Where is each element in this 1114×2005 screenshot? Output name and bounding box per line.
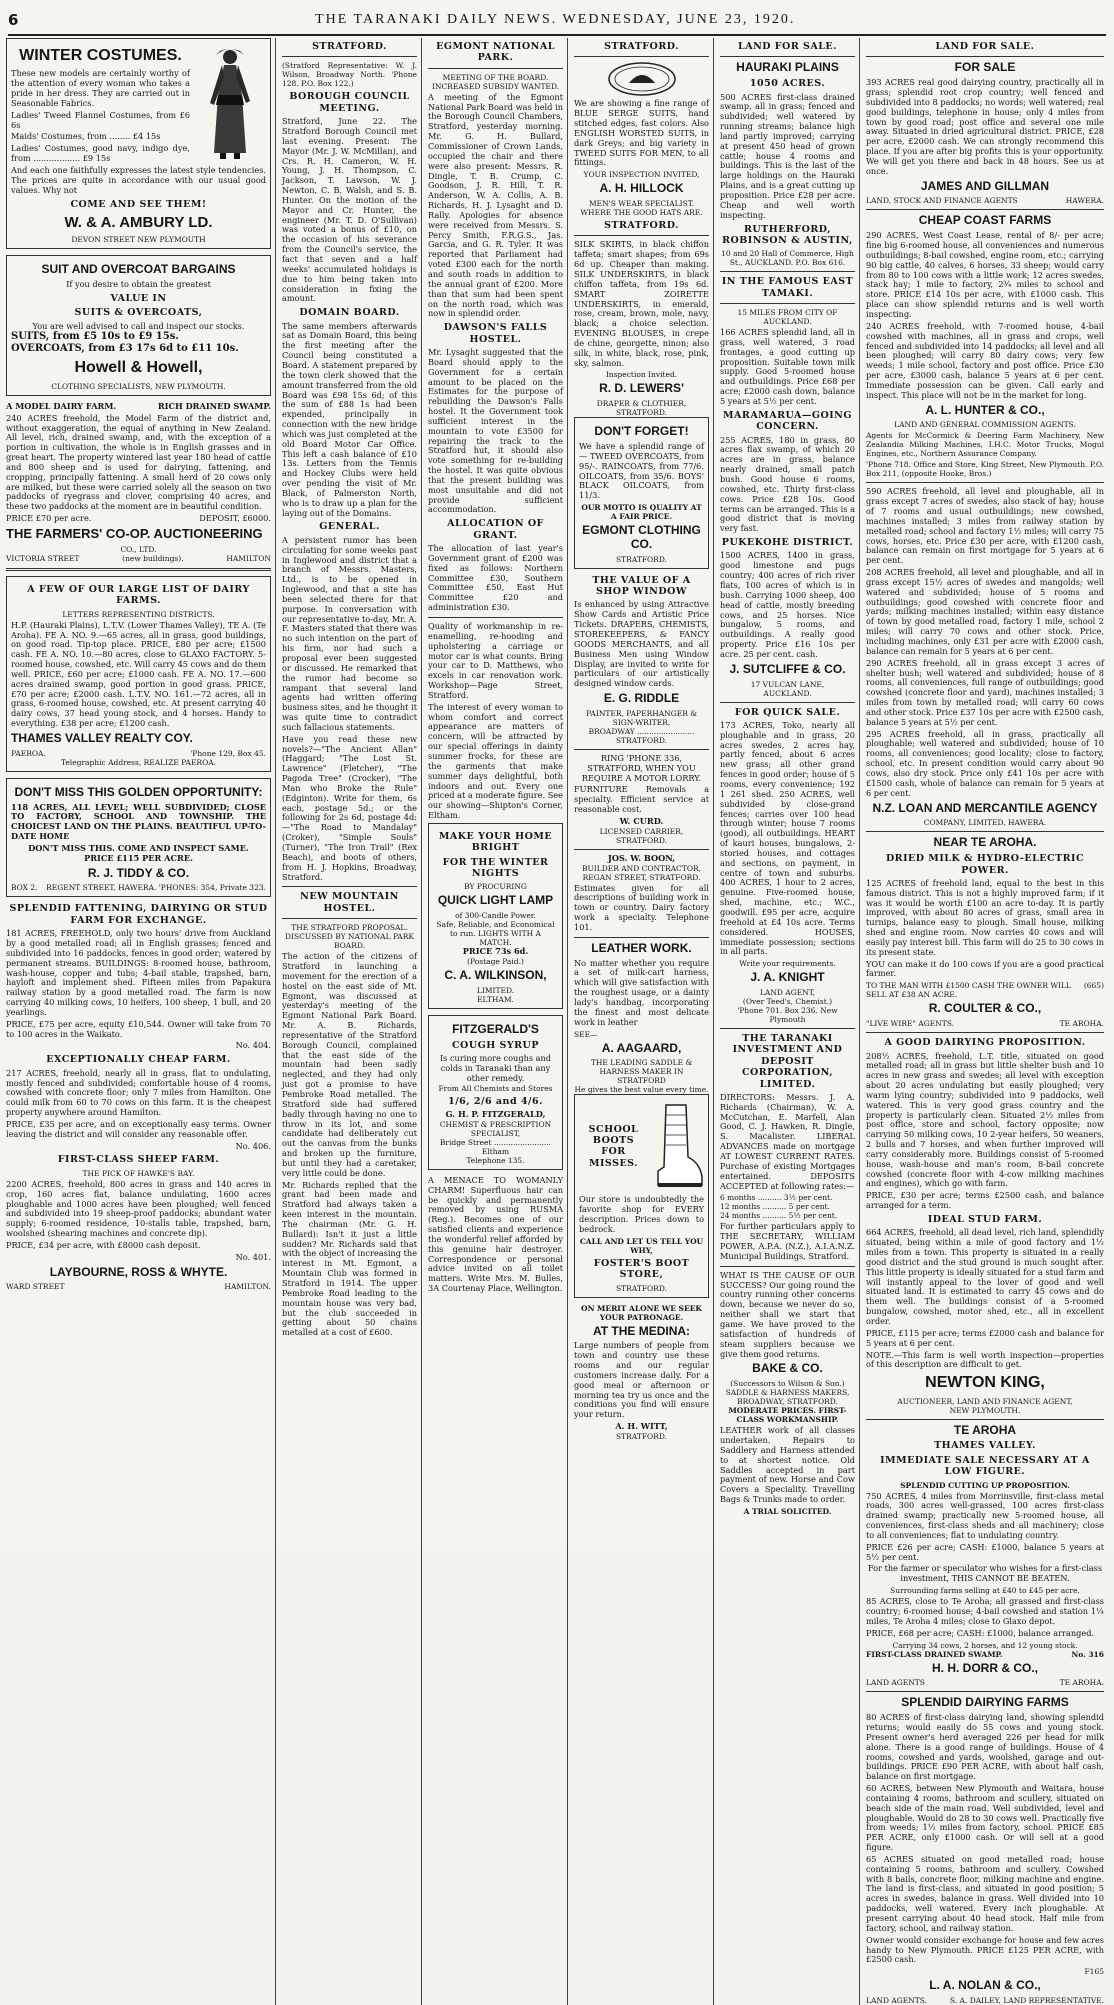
maramarua-text: 255 ACRES, 180 in grass, 80 acres flax swamp, of which 20 acres are in grass, balance nearly drained, small patch bush. Good house 6 rooms, cowshed, etc. Thirty first-class cows. Price £28 10s. Good terms can be arranged. This is a good district that is moving very fast. bbox=[720, 434, 855, 534]
fitzgerald-text: Is curing more coughs and colds in Taranaki than any other remedy. bbox=[439, 1053, 552, 1083]
farmers-bldg: (new buildings). bbox=[122, 553, 184, 563]
coast-1: 290 ACRES, West Coast Lease, rental of 8/- per acre; fine big 6-roomed house, all conveniences and numerous outbuildings; 8-bail cowshed, engine room, etc.; carrying 90 big cattle, 40 calves, 6 horses, 33 sheep; would carry from 80 to 100 cows with a little work; 12 acres swedes, stack hay; 1 mile to factory, 2¾ miles to school and store. PRICE £14 10s per acre, with £1000 cash. This place can show splendid returns and is well worth inspecting. bbox=[866, 230, 1104, 319]
splendid-dairy-3: 65 ACRES situated on good metalled road; house containing 5 rooms, bathroom and scullery. Cowshed with 8 bails, concrete floor, milking machine and engine. The land is first-class, and situated in good position; 5 acres in swedes, balance in grass. Well divided into 10 paddocks, well watered. Every inch ploughable. At present carrying about 40 head stock. Half mile from factory, school, and railway station. bbox=[866, 1853, 1104, 1933]
shop-window-heading: THE VALUE OF A SHOP WINDOW bbox=[592, 574, 691, 598]
knight-firm: J. A. KNIGHT bbox=[750, 970, 825, 985]
aagaard-sub: THE LEADING SADDLE & HARNESS MAKER IN STRATFORD bbox=[590, 1058, 693, 1086]
farmers-town: HAMILTON bbox=[226, 553, 271, 563]
egmont-clothing-town: STRATFORD. bbox=[616, 554, 667, 564]
boon-sub: BUILDER AND CONTRACTOR, bbox=[581, 863, 702, 873]
te-aroha-sub-3: SPLENDID CUTTING UP PROPOSITION. bbox=[900, 1480, 1070, 1490]
stratford-rep: (Stratford Representative: W. J. Wilson, Broadway North. 'Phone 128. P.O. Box 122.) bbox=[282, 61, 417, 89]
column-1 bbox=[6, 38, 276, 2005]
hillock-intro: We are showing a fine range of BLUE SERGE SUITS, hand stitched edges, fast colors. Also ENGLISH WORSTED SUITS, in dark Greys; and big variety in TWEED SUITS FOR MEN, to all fittings. bbox=[574, 98, 709, 168]
suit-line-3: SUITS & OVERCOATS, bbox=[74, 307, 203, 319]
ambury-address: DEVON STREET NEW PLYMOUTH bbox=[71, 235, 206, 245]
good-dairying-text: 208½ ACRES, freehold, L.T. title, situated on good metalled road; all in grass but little shelter bush and 10 acres in new grass and swedes; all level with exception about 20 acres undulating but easily ploughed; very warm lying country; subdivided into 9 paddocks, well watered. This is very good grass country and the property is particularly clean. Situated 2½ miles from post office, store and school, factory opposite; now carrying 50 milking cows, 10 2-year heifers, 50 weaners, 2 bulls and 7 horses, and when further improved will carry considerably more. Buildings consist of 5-roomed house, wash-house and man's room, 8-bail concrete cowshed (concrete floor with 4-cow milking machines and engines), which go with farm. bbox=[866, 1050, 1104, 1189]
quality-text: Quality of workmanship in re-enamelling, re-hooding and upholstering a carriage or motor car is what counts. Bring your car to D. Matthews, who excels in car renovation work. Workshop—Page Street, Stratford. bbox=[428, 621, 563, 700]
lewers-text: SILK SKIRTS, in black chiffon taffeta; smart shapes; from 69s 6d up. Cheaper than making. SILK UNDERSKIRTS, in black chiffon taffeta, from 19s 6d. SMART ZOIRETTE UNDERSKIRTS, in emerald, rose, cream, brown, mole, navy, black; a choice selection. EVENING BLOUSES, in crepe de chine, georgette, ninon; also silk, in white, black, rose, pink, sky, salmon. bbox=[574, 239, 709, 368]
wilkinson-firm: C. A. WILKINSON, bbox=[444, 968, 547, 983]
lamp-heading-1: MAKE YOUR HOME BRIGHT bbox=[438, 830, 553, 854]
te-aroha-sub: THAMES VALLEY. bbox=[934, 1440, 1036, 1452]
farmers-coop-address bbox=[6, 554, 271, 563]
woman-figure-illustration bbox=[196, 43, 266, 161]
frocks-text: The interest of every woman to whom comfort and correct appearance are matters of concern, will be attracted by our special offerings in dainty summer frocks, for these are the garments that make summer days delightful, both indoors and out. Every one priced at a moderate figure. See our showing—Shipton's Corner, Eltham. bbox=[428, 701, 563, 821]
lamp-price: PRICE 73s 6d. bbox=[462, 946, 529, 957]
fitzgerald-from: From All Chemists and Stores bbox=[438, 1083, 553, 1093]
nolan-sub: LAND AGENTS. bbox=[866, 1996, 928, 2005]
leather-see: SEE— bbox=[574, 1029, 598, 1039]
splendid-dairy-number: F165 bbox=[1084, 1967, 1104, 1977]
coast-2: 240 ACRES freehold, with 7-roomed house, 4-bail cowshed with machines, all in grass and crops, well fenced and subdivided into 14 paddocks; all level and all been ploughed; will carry 80 dairy cows; very few weeds; 1 mile school, factory and post office. Price £30 per acre, £3000 cash, balance 5 years at 6 per cent. Immediate possession can be given. Call early and inspect. This place will not be in the market for long. bbox=[866, 320, 1104, 400]
overcoats-price: OVERCOATS, from £3 17s 6d to £11 10s. bbox=[11, 343, 239, 355]
golden-price: PRICE £115 PER ACRE. bbox=[84, 852, 193, 863]
grant-heading: ALLOCATION OF GRANT. bbox=[447, 518, 544, 541]
hillock-sub: MEN'S WEAR SPECIALIST. bbox=[588, 199, 695, 209]
hostel-sub: THE STRATFORD PROPOSAL. bbox=[291, 923, 408, 933]
model-dairy-price: PRICE £70 per acre. bbox=[6, 513, 92, 524]
laybourne-street: WARD STREET bbox=[6, 1282, 65, 1292]
laybourne-town: HAMILTON. bbox=[224, 1282, 271, 1292]
hunter-phone: 'Phone 718. Office and Store, King Street, New Plymouth. P.O. Box 211, (opposite Hooke, Bros.) bbox=[866, 460, 1104, 479]
hunter-firm: A. L. HUNTER & CO., bbox=[925, 402, 1045, 417]
fitzgerald-address: Bridge Street ........................ Eltham bbox=[439, 1137, 552, 1156]
forsale-heading: FOR SALE bbox=[954, 60, 1016, 75]
lewers-invite: Inspection Invited. bbox=[605, 370, 678, 380]
aroha-sub: DRIED MILK & HYDRO-ELECTRIC POWER. bbox=[885, 853, 1085, 876]
fitzgerald-ad bbox=[428, 1015, 563, 1170]
james-gillman-row bbox=[866, 196, 1104, 205]
lamp-heading-3: BY PROCURING bbox=[464, 882, 527, 892]
general-text: A persistent rumor has been circulating for some weeks past in Inglewood and district that a branch of Messrs. Masters, Ltd., is to be opened in Inglewood, and that a site has been selected there for that purpose. In conversation with our representative to-day, Mr. A. F. Masters stated that there was no such intention on the part of his firm, nor had such a proposal ever been suggested or discussed. He remarked that the rumor had become so rampant that several land agents had written offering business sites, and he thought it was quite time to contradict such fallacious statements. bbox=[282, 534, 417, 732]
hillock-tag: WHERE THE GOOD HATS ARE. bbox=[580, 208, 703, 218]
taranaki-tail: For further particulars apply to THE SECRETARY, WILLIAM POWER, A.P.A. (N.Z.), A.I.A.N.Z. Municipal Buildings, Stratford. bbox=[720, 1221, 855, 1261]
splendid-no-2: No. 406. bbox=[235, 1140, 271, 1151]
nz-loan-firm: N.Z. LOAN AND MERCANTILE AGENCY bbox=[872, 800, 1098, 815]
aagaard-firm: A. AAGAARD, bbox=[601, 1040, 682, 1055]
newton-king-town: NEW PLYMOUTH. bbox=[949, 1405, 1021, 1415]
good-dairying-heading: A GOOD DAIRYING PROPOSITION. bbox=[884, 1037, 1086, 1049]
column-3 bbox=[428, 38, 568, 2005]
splendid-no-3: No. 401. bbox=[235, 1251, 271, 1262]
thames-realty-contact bbox=[11, 749, 266, 758]
lamp-heading-2: FOR THE WINTER NIGHTS bbox=[442, 856, 549, 880]
stud-note: NOTE.—This farm is well worth inspection—properties of this description are difficult to get. bbox=[866, 1349, 1104, 1370]
cheap-farm-price: PRICE, £35 per acre, and on exceptionally easy terms. Owner leaving the district and will consider any reasonable offer. bbox=[6, 1118, 271, 1139]
tamaki-text: 166 ACRES splendid land, all in grass, well watered, 3 road frontages, a good cutting up proposition. Suitable town milk supply. Good 5-roomed house and outbuildings. Price £68 per acre; £2000 cash down, balance 5 years at 5½ per cent. bbox=[720, 327, 855, 407]
suit-heading: SUIT AND OVERCOAT BARGAINS bbox=[41, 262, 236, 277]
lamp-postage: (Postage Paid.) bbox=[467, 957, 524, 967]
bake-trial: A TRIAL SOLICITED. bbox=[743, 1506, 832, 1516]
thames-realty-telegraph: Telegraphic Address, REALIZE PAEROA. bbox=[60, 757, 217, 767]
dont-forget-text: We have a splendid range of— TWEED OVERCOATS, from 95/-. RAINCOATS, from 77/6. OILCOATS, from 35/6. BOYS' BLACK OILCOATS, from 11/3. bbox=[579, 441, 704, 501]
wilkinson-ltd: LIMITED. bbox=[476, 985, 515, 995]
golden-text: 118 ACRES, ALL LEVEL; WELL SUBDIVIDED; CLOSE TO FACTORY, SCHOOL AND TOWNSHIP. THE CHOICEST LAND ON THE PLAINS. BEAUTIFUL UP-TO-DATE HOME bbox=[11, 801, 266, 842]
aroha-heading: NEAR TE AROHA. bbox=[933, 835, 1037, 850]
howell-firm: Howell & Howell, bbox=[74, 359, 203, 377]
splendid-heading: SPLENDID FATTENING, DAIRYING OR STUD FARM FOR EXCHANGE. bbox=[9, 903, 268, 926]
bake-body: LEATHER work of all classes undertaken. Repairs to Saddlery and Harness attended to at shortest notice. Old Saddles accepted in part payment of new. Horse and Cow Covers a Speciality. Travelling Bags & Trunks made to order. bbox=[720, 1425, 855, 1505]
wilkinson-town: ELTHAM. bbox=[477, 994, 514, 1004]
coast-heading: CHEAP COAST FARMS bbox=[918, 213, 1052, 228]
splendid-dairy-heading: SPLENDID DAIRYING FARMS bbox=[901, 1695, 1069, 1710]
winter-cta: COME AND SEE THEM! bbox=[70, 198, 207, 210]
thames-realty-phone: 'Phone 129, Box 45. bbox=[190, 748, 266, 758]
hauraki-heading: HAURAKI PLAINS bbox=[736, 60, 839, 75]
laybourne-firm: LAYBOURNE, ROSS & WHYTE. bbox=[49, 1264, 228, 1279]
boon-firm: JOS. W. BOON, bbox=[607, 852, 676, 863]
knight-sub: LAND AGENT, bbox=[759, 987, 816, 997]
stud-heading: IDEAL STUD FARM. bbox=[927, 1214, 1043, 1226]
fitzgerald-firm: G. H. P. FITZGERALD, bbox=[445, 1108, 546, 1119]
nz-loan-sub: COMPANY, LIMITED, HAWERA. bbox=[923, 818, 1047, 828]
splendid-no-1: No. 404. bbox=[235, 1040, 271, 1051]
newton-king-firm: NEWTON KING, bbox=[925, 1374, 1045, 1392]
te-aroha-heading: TE AROHA bbox=[953, 1422, 1017, 1437]
subsidy-heading: INCREASED SUBSIDY WANTED. bbox=[431, 81, 560, 91]
fitzgerald-sub: COUGH SYRUP bbox=[452, 1039, 539, 1051]
farmers-coop-co: CO., LTD. bbox=[120, 544, 157, 554]
suit-line-4: You are well advised to call and inspect our stocks. bbox=[32, 320, 245, 331]
ambury-firm: W. & A. AMBURY LD. bbox=[64, 213, 213, 231]
tiddy-firm: R. J. TIDDY & CO. bbox=[87, 865, 190, 880]
general-heading: GENERAL. bbox=[319, 521, 380, 533]
te-aroha-text: 750 ACRES, 4 miles from Morrinsville, first-class metal roads, 300 acres well-grassed, 100 acres first-class drained swamp; practically new 5-roomed house, all conveniences, first-class sheds and all machinery; close to all conveniences; flat to undulating country. bbox=[866, 1490, 1104, 1540]
aroha-text-3: TO THE MAN WITH £1500 CASH THE OWNER WILL SELL AT £38 AN ACRE. bbox=[866, 981, 1071, 1000]
column-5 bbox=[720, 38, 860, 2005]
lewers-firm: R. D. LEWERS' bbox=[599, 381, 684, 396]
aagaard-tag: He gives the best value every time. bbox=[574, 1085, 709, 1095]
boon-address: REGAN STREET, STRATFORD. bbox=[582, 872, 701, 882]
model-dairy-left: A MODEL DAIRY FARM. bbox=[6, 400, 117, 411]
curd-firm: W. CURD. bbox=[619, 815, 664, 826]
lewers-sub: DRAPER & CLOTHIER, bbox=[596, 399, 687, 409]
witt-town: STRATFORD. bbox=[616, 1431, 667, 1441]
land-3: 290 ACRES freehold, all in grass except 3 acres of shelter bush; well watered and subdivided; house of 8 rooms, all conveniences, full range of outbuildings; good cowshed (concrete floor and yard), machines installed; 3 miles from town by metalled road; will carry 60 cows and other stock. Price £37 10s per acre with £2500 cash, balance 5 years at 5½ per cent. bbox=[866, 657, 1104, 727]
howell-sub: CLOTHING SPECIALISTS, NEW PLYMOUTH. bbox=[51, 381, 226, 391]
winter-item-2: Maids' Costumes, from ........ £4 15s bbox=[11, 131, 161, 142]
dawson-heading: DAWSON'S FALLS HOSTEL. bbox=[443, 322, 548, 345]
small-farm-price: PRICE, £68 per acre; CASH: £1000, balance arranged. bbox=[866, 1627, 1095, 1638]
medina-text: Large numbers of people from town and country use these rooms and our regular customers increase daily. For a good meal or afternoon or morning tea try us once and the conditions you find will ensure your return. bbox=[574, 1340, 709, 1420]
masthead bbox=[8, 6, 1106, 36]
council-text: Stratford, June 22. The Stratford Borough Council met last evening. Present: The Mayor (Mr. J. W. McMillan), and Crs. R. H. Cameron, W. H. Young, J. H. Thompson, C. Jackson, T. Lawson, W. J. Newton, C. B. Walsh, and S. B. Hunter. On the motion of the Mayor and Cr. Hunter, the engineer (Mr. T. D. O'Sullivan) was voted a bonus of £10, on the occasion of his severance from the Council's service, the fact that seven and a half weeks' accumulated holidays is due to him being taken into consideration in fixing the amount. bbox=[282, 116, 417, 304]
tiddy-box: BOX 2. bbox=[11, 883, 38, 893]
motto-text: OUR MOTTO IS QUALITY AT A FAIR PRICE. bbox=[581, 503, 702, 522]
tiddy-address-row bbox=[11, 883, 266, 892]
hunter-text: Agents for McCormick & Deering Farm Machinery, New Zealandia Milking Machines, I.H.C. Motor Trucks, Mogul Engines, etc., Northern Assurance Company. bbox=[866, 431, 1104, 459]
foster-text: Our store is undoubtedly the favorite shop for EVERY description. Prices down to bedrock. bbox=[579, 1194, 704, 1234]
col6-header: LAND FOR SALE. bbox=[935, 41, 1035, 52]
dairy-list-text: H.P. (Hauraki Plains), L.T.V. (Lower Thames Valley), TE A. (Te Aroha). FE A. NO. 9.—65 acres, all in grass, good buildings, on good road. Tip-top place. PRICE, £80 per acre; £1500 cash. FE A. NO. 10.—80 acres, close to GLAXO FACTORY. 5-roomed house, cowshed, etc. Will carry 45 cows and do them well. PRICE, £60 per acre; £1000 cash. FE A. NO. 17.—600 acres drained swamp, good portion in good grass. PRICE, £70 per acre; £2000 cash. L.T.V. NO. 161.—72 acres, all in grass, 6-roomed house, cowshed, etc. At present carrying 40 dairy cows, 37 head young stock, and 4 horses. Handy to everything. £38 per acre; £1200 cash. bbox=[11, 619, 266, 729]
egmont-clothing-firm: EGMONT CLOTHING CO. bbox=[582, 523, 701, 551]
egmont-header: EGMONT NATIONAL PARK. bbox=[436, 41, 555, 64]
tamaki-heading: IN THE FAMOUS EAST TAMAKI. bbox=[721, 276, 854, 299]
golden-heading: DON'T MISS THIS GOLDEN OPPORTUNITY: bbox=[14, 784, 263, 799]
sheep-farm-sub: THE PICK OF HAWKE'S BAY. bbox=[82, 1168, 195, 1178]
dorr-row bbox=[866, 1678, 1104, 1687]
thames-realty-name: THAMES VALLEY REALTY COY. bbox=[11, 730, 193, 745]
riddle-firm: E. G. RIDDLE bbox=[603, 691, 680, 706]
sheep-farm-heading: FIRST-CLASS SHEEP FARM. bbox=[57, 1154, 220, 1166]
novels-text: Have you read these new novels?—"The Ancient Allan" (Haggard; "The Lost St. Lawrence" (Fletcher), "The Pagoda Tree" (Crocker), "The Man who Broke the Rule" (Edginton). Write for them, 6s each, postage 5d.; or the following for 2s 6d, postage 4d:—"The Road to Mandalay" (Croker), "Simple Souls" (Turner), "The Iron Trail" (Rex Beach), and boots of others, from H. J. Hopkins, Broadway, Stratford. bbox=[282, 733, 417, 882]
small-farm-stock: Carrying 34 cows, 2 horses, and 12 young stock. bbox=[892, 1640, 1078, 1650]
splendid-text: 181 ACRES, FREEHOLD, only two hours' drive from Auckland by a good metalled road; all in English grasses; fenced and subdivided into 16 paddocks, fences in good order; watered by permanent streams. BUILDINGS: 8-roomed house, bathroom, wash-house, copper and tubs; 4-bail stable, trapshed, barn, hayloft and implement shed. Fifteen miles from Papakura railway station by a good metalled road. The farm is now carrying 40 milking cows, 10 heifers, 100 sheep, 1 bull, and 20 yearlings. bbox=[6, 928, 271, 1017]
leather-text: No matter whether you require a set of milk-cart harness, which will give satisfaction with the roughest usage, or a dainty lady's handbag, incorporating the finest and most delicate work in leather bbox=[574, 957, 709, 1027]
dorr-town: TE AROHA. bbox=[1059, 1678, 1104, 1688]
suit-line-2: VALUE IN bbox=[110, 292, 167, 304]
school-boots-heading: SCHOOL BOOTS FOR MISSES. bbox=[588, 1123, 639, 1169]
cheap-farm-text: 217 ACRES, freehold, nearly all in grass, flat to undulating, mostly fenced and subdivided; comfortable house of 4 rooms, cowshed with concrete floor; only 7 miles from Hamilton. One could milk from 60 to 70 cows on this farm. It is the cheapest property anywhere around Hamilton. bbox=[6, 1067, 271, 1118]
maramarua-heading: MARAMARUA—GOING CONCERN. bbox=[723, 409, 852, 433]
rate-6-months: 6 months .......... 3½ per cent. bbox=[720, 1193, 833, 1203]
stud-text: 664 ACRES, freehold, all dead level, rich land, splendidly situated, being within a mile of good factory and 1½ miles from a town. This property is situated in a really good district and the stud ground is much sought after. This little property is ideally situated for a stud farm and will instantly appeal to the lover of good and well situated land. It is estimated to carry 45 cows and do them well. The buildings consist of a 5-roomed bungalow, cowshed, motor shed, etc., all in excellent order. bbox=[866, 1227, 1105, 1326]
tamaki-sub: 15 MILES FROM CITY OF AUCKLAND. bbox=[737, 308, 838, 327]
foster-call: CALL AND LET US TELL YOU WHY, bbox=[579, 1236, 704, 1255]
domain-text: The same members afterwards sat as Domain Board, this being the first meeting after the Council being constituted a Board. A statement prepared by the town clerk showed that the amount transferred from the old Board was £98 15s 6d; of this the sum of £88 1s had been expended, principally in connection with the new bridge which was just completed at the old Board Motor Car Office. This left a cash balance of £10 13s. Letters from the Tennis and Hockey Clubs were held over pending the visit of Mr. Black, of Palmerston North, who is to draw up a plan for the laying out of the Domains. bbox=[282, 320, 418, 518]
winter-item-1: Ladies' Tweed Flannel Costumes, from £6 6s bbox=[11, 109, 190, 130]
curd-text: FURNITURE Removals a specialty. Efficient service at reasonable cost. bbox=[574, 784, 709, 815]
rutherford-address: 10 and 20 Hall of Commerce, High St., AUCKLAND. P.O. Box 616. bbox=[721, 249, 854, 268]
shop-window-text: Is enhanced by using Attractive Show Cards and Artistic Price Tickets. DRAPERS, CHEMISTS, STOREKEEPERS, & FANCY GOODS MERCHANTS, and all Business Men using Window Display, are invited to write for particulars of our artistically designed window cards. bbox=[574, 599, 709, 689]
splendid-exchange-ad bbox=[6, 903, 271, 1291]
knight-phone: 'Phone 701. Box 236. New Plymouth bbox=[737, 1005, 838, 1024]
coulter-row bbox=[866, 1019, 1104, 1028]
hauraki-sub: 1050 ACRES. bbox=[749, 78, 826, 90]
coulter-firm: R. COULTER & CO., bbox=[928, 1001, 1042, 1016]
dairy-list-heading: A FEW OF OUR LARGE LIST OF DAIRY FARMS. bbox=[27, 583, 250, 607]
boot-illustration bbox=[652, 1101, 704, 1191]
lewers-town: STRATFORD. bbox=[616, 408, 667, 418]
bake-tag: MODERATE PRICES. FIRST-CLASS WORKMANSHIP. bbox=[728, 1406, 847, 1425]
splendid-dairy-1: 80 ACRES of first-class dairying land, showing splendid returns; would easily do 55 cows and young stock. Present owner's herd averaged 226 per head for milk alone. There is a good range of buildings. House of 4 rooms, cowshed and yards, woolshed, garage and out-buildings. PRICE £90 PER ACRE, with about half cash, balance on first mortgage. bbox=[866, 1712, 1104, 1782]
dawson-text: Mr. Lysaght suggested that the Board should apply to the Government for a certain amount to be placed on the Estimates for the purpose of rebuilding the Dawson's Falls hostel. It the Government took sufficient interest in the mountain to vote £3500 for repairing the track to the Stratford hut, it should also vote something for re-building the hostel. It was quite obvious that the present building was most unsuitable and did not provide sufficient accommodation. bbox=[428, 346, 563, 515]
golden-opportunity-ad bbox=[6, 778, 271, 898]
hillock-firm: A. H. HILLOCK bbox=[599, 181, 684, 196]
aroha-text-2: YOU can make it do 100 cows if you are a good practical farmer. bbox=[866, 958, 1104, 979]
model-dairy-text: 240 ACRES freehold, the Model Farm of the district and, without exaggeration, the equal of anything in New Zealand. All level, rich, drained swamp, and, with the exception of a portion in cultivation, the whole is in English grasses and in great heart. The property wintered last year 180 head of cattle and 800 sheep and is used for dairying, fattening, and cropping, principally fattening. A small herd of 20 cows only are milked, but these were carried solely all the season on two paddocks of ryegrass and clover, comprising 40 acres, and these two paddocks at the moment are in beautiful condition. bbox=[6, 412, 271, 512]
model-dairy-right: RICH DRAINED SWAMP. bbox=[157, 400, 271, 411]
winter-costumes-heading: WINTER COSTUMES. bbox=[19, 47, 182, 64]
swamp-heading: FIRST-CLASS DRAINED SWAMP. bbox=[866, 1649, 1003, 1659]
model-dairy-deposit: DEPOSIT, £6000. bbox=[199, 513, 271, 524]
lamp-product: QUICK LIGHT LAMP bbox=[437, 893, 554, 908]
coulter-sub: "LIVE WIRE" AGENTS. bbox=[866, 1019, 954, 1029]
hostel-heading: NEW MOUNTAIN HOSTEL. bbox=[300, 891, 399, 914]
sheep-farm-price: PRICE, £34 per acre, with £8000 cash deposit. bbox=[6, 1239, 201, 1250]
meeting-text: A meeting of the Egmont National Park Board was held in the Borough Council Chambers, Stratford, yesterday morning. Mr. G. H. Bullard, Commissioner of Crown Lands, occupied the chair and there were also present: Messrs. R. Dingle, T. B. Crump, C. Goodson, J. R. Hill, T. R. Anderson, W. A. Collis, A. B. Richards, H. J. Lysaght and D. Rally. Apologies for absence were received from Messrs. S. Percy Smith, F.R.G.S., Jas. Garcia, and G. R. Tyler. It was reported that Parliament had voted £300 each for the north and south roads in addition to the annual grant of £200. More than that sum had been spent on the north road, which was now in splendid order. bbox=[428, 91, 563, 319]
james-gillman-sub: LAND, STOCK AND FINANCE AGENTS bbox=[866, 196, 1018, 206]
aroha-text: 125 ACRES of freehold land, equal to the best in this famous district. This is not a highly improved farm; if it was it would be worth £100 an acre to-day. It is partly improved, with about 80 acres of grass, small area in turnips, balance easy to plough. Small house, milking shed and engine room. Now carries 40 cows and will easily pay interest bill. This farm will do 25 to 30 cows in its present state. bbox=[866, 877, 1104, 957]
surround-text: Surrounding farms selling at £40 to £45 per acre. bbox=[890, 1586, 1080, 1596]
swamp-row bbox=[866, 1650, 1104, 1659]
hillock-town: STRATFORD. bbox=[604, 220, 679, 232]
dorr-sub: LAND AGENTS bbox=[866, 1678, 925, 1688]
fitzgerald-price: 1/6, 2/6 and 4/6. bbox=[448, 1095, 543, 1107]
james-gillman-town: HAWERA. bbox=[1065, 196, 1104, 206]
winter-body: And each one faithfully expresses the latest style tendencies. The prices are quite in accordance with our usual good values. Why not bbox=[11, 164, 266, 195]
hauraki-text: 500 ACRES first-class drained swamp, all in grass; fenced and subdivided; well watered by running streams; balance high land partly improved; carrying at present 450 head of grown cattle; house 4 rooms and buildings. This is the last of the large holdings on the Hauraki Plains, and is a great cutting up proposition. Price £28 per acre. Cheap and well worth inspecting. bbox=[720, 91, 855, 220]
sheep-farm-text: 2200 ACRES, freehold, 800 acres in grass and 140 acres in crop, 160 acres flat, balance undulating, 1600 acres ploughable and 1000 acres have been ploughed; well fenced and subdivided into 19 sheep-proof paddocks; abundant water supply; 6-roomed residence, 10-stalls table, trapshed, barn, woolshed (shearing machines and concrete dip). bbox=[6, 1178, 271, 1239]
page-number: 6 bbox=[8, 11, 19, 29]
curd-sub: LICENSED CARRIER, STRATFORD. bbox=[599, 826, 684, 845]
column-6 bbox=[866, 38, 1108, 2005]
medina-heading: AT THE MEDINA: bbox=[592, 1323, 691, 1338]
witt-firm: A. H. WITT, bbox=[615, 1421, 668, 1432]
stud-price: PRICE, £115 per acre; terms £2000 cash and balance for 5 years at 6 per cent. bbox=[866, 1327, 1104, 1348]
sutcliffe-firm: J. SUTCLIFFE & CO. bbox=[729, 661, 846, 676]
bake-firm: BAKE & CO. bbox=[752, 1361, 823, 1376]
hunter-sub: LAND AND GENERAL COMMISSION AGENTS. bbox=[894, 420, 1076, 430]
quick-sale-write: Write your requirements. bbox=[739, 959, 836, 969]
forsale-text: 393 ACRES real good dairying country, practically all in grass; splendid root crop country; well fenced and subdivided into 8 paddocks; no words; well watered; real good buildings, telephone in house; only 4 miles from town by good road; post office and several one mile away. Situated in dried agricultural district. PRICE, £28 per acre, £2000 cash. We can strongly recommend this place. If you are after big profits this is your opportunity. We will get you there and back in 48 hours. See us at once. bbox=[866, 77, 1104, 176]
riddle-sub: PAINTER, PAPERHANGER & SIGN-WRITER, bbox=[586, 708, 697, 727]
small-farm-text: 85 ACRES, close to Te Aroha; all grassed and first-class country; 6-roomed house; 4-bail cowshed and station 1¼ miles, Te Aroha 4 miles; close to Glaxo depot. bbox=[866, 1596, 1104, 1626]
suit-line-1: If you desire to obtain the greatest bbox=[66, 278, 211, 289]
land-1: 590 ACRES freehold, all level and ploughable, all in grass except 7 acres of swedes, also stack of hay; house of 7 rooms and usual outbuildings; new cowshed, machines installed; 3 miles from railway station by metalled road; school and factory 1½ miles; will carry 75 cows, horses, etc. Price £30 per acre, with £1200 cash, balance can remain on first mortgage for 5 years at 6 per cent. bbox=[866, 486, 1104, 566]
sutcliffe-town: AUCKLAND. bbox=[763, 688, 812, 698]
suits-price: SUITS, from £5 10s to £9 15s. bbox=[11, 331, 179, 343]
hillock-invite: YOUR INSPECTION INVITED, bbox=[583, 170, 700, 180]
lamp-sub: of 300-Candle Power. bbox=[455, 911, 536, 921]
riddle-ring: RING 'PHONE 336, STRATFORD, WHEN YOU REQUIRE A MOTOR LORRY. bbox=[581, 752, 702, 783]
merit-text: ON MERIT ALONE WE SEEK YOUR PATRONAGE. bbox=[581, 1303, 702, 1322]
dairy-list-sub: LETTERS REPRESENTING DISTRICTS. bbox=[62, 609, 215, 619]
te-aroha-sub-2: IMMEDIATE SALE NECESSARY AT A LOW FIGURE. bbox=[880, 1454, 1090, 1478]
hat-badge-icon bbox=[607, 61, 677, 97]
tiddy-address: REGENT STREET, HAWERA. 'PHONES: 354, Private 323. bbox=[46, 883, 266, 893]
nolan-firm: L. A. NOLAN & CO., bbox=[929, 1978, 1041, 1993]
winter-costumes-ad bbox=[6, 38, 271, 249]
col4-header: STRATFORD. bbox=[604, 41, 679, 52]
good-dairying-price: PRICE, £30 per acre; terms £2500 cash, and balance arranged for a term. bbox=[866, 1190, 1104, 1211]
cheap-farm-heading: EXCEPTIONALLY CHEAP FARM. bbox=[46, 1054, 231, 1066]
column-4 bbox=[574, 38, 714, 2005]
golden-line: DON'T MISS THIS. COME AND INSPECT SAME. bbox=[28, 842, 249, 853]
newspaper-title: THE TARANAKI DAILY NEWS. WEDNESDAY, JUNE 23, 1920. bbox=[315, 12, 796, 27]
foster-boot-ad bbox=[574, 1094, 709, 1297]
quick-sale-text: 173 ACRES, Toko, nearly all ploughable and in grass, 20 acres swedes, 2 acres hay, partly fenced, about 6 acres new grass; all other grand fences in good order; house of 5 rooms, every convenience; 192 1 261 shed. 250 ACRES, well subdivided by close-grand fences; carries over 100 head through winter; house 7 rooms (good), all outbuildings. HEART of kauri houses, bungalows, 2-storied houses, and cottages and sections, on payment, in centre of town and suburbs. 400 ACRES, 1 hour to 2 acres, genuine. Five-roomed house, shed, machine, etc.; W.C., goodwill. £95 per acre, acquire freehold at £4 10s acre. Terms considered. HOUSES, immediate possession; sections in all parts. bbox=[720, 719, 855, 957]
model-dairy-price-row bbox=[6, 514, 271, 524]
thames-realty-town: PAEROA. bbox=[11, 748, 46, 758]
te-aroha-note: For the farmer or speculator who wishes for a first-class investment, THIS CANNOT BE BEATEN. bbox=[867, 1563, 1103, 1584]
splendid-price: PRICE, £75 per acre, equity £10,544. Owner will take from 70 to 100 acres in the Waikato. bbox=[6, 1018, 271, 1039]
lamp-text: Safe, Reliable, and Economical to run. LIGHTS WITH A MATCH. bbox=[436, 920, 555, 948]
bake-sub: (Successors to Wilson & Son.) bbox=[730, 1379, 845, 1389]
aroha-number: (665) bbox=[1083, 981, 1104, 991]
splendid-dairy-tail: Owner would consider exchange for house and few acres handy to New Plymouth. PRICE £125 PER ACRE, with £2500 cash. bbox=[866, 1934, 1104, 1965]
hostel-sub-2: DISCUSSED BY NATIONAL PARK BOARD. bbox=[285, 932, 414, 951]
grant-text: The allocation of last year's Government grant of £200 was fixed as follows: Northern Committee £30, Southern Committee £50, East Hut Committee £20 and administration £30. bbox=[428, 543, 563, 613]
menace-text: A MENACE TO WOMANLY CHARM! Superfluous hair can be quickly and permanently removed by using RUSMA (Reg.). Becomes one of our satisfied clients and experience the wonderful relief afforded by this genuine hair destroyer. Correspondence or personal advice invited on all toilet matters. Write Mrs. M. Bulles, 3A Courtenay Place, Wellington. bbox=[428, 1174, 563, 1294]
model-dairy-header bbox=[6, 402, 271, 412]
james-gillman-firm: JAMES AND GILLMAN bbox=[920, 178, 1050, 193]
rutherford-firm: RUTHERFORD, ROBINSON & AUSTIN, bbox=[722, 223, 853, 246]
swamp-number: No. 316 bbox=[1071, 1649, 1104, 1659]
fitzgerald-telephone: Telephone 135. bbox=[466, 1155, 525, 1165]
rate-24-months: 24 months .......... 5½ per cent. bbox=[720, 1211, 838, 1221]
dorr-firm: H. H. DORR & CO., bbox=[931, 1660, 1038, 1675]
coulter-town: TE AROHA. bbox=[1059, 1019, 1104, 1029]
stratford-header: STRATFORD. bbox=[312, 41, 387, 52]
meeting-heading: MEETING OF THE BOARD. bbox=[442, 72, 549, 82]
winter-intro: These new models are certainly worthy of the attention of every woman who takes a pride in her dress. They are carried out in Seasonable Fabrics. bbox=[11, 68, 190, 108]
bake-text: SADDLE & HARNESS MAKERS, BROADWAY, STRATFORD. bbox=[725, 1388, 850, 1407]
suit-overcoat-ad bbox=[6, 255, 271, 396]
newton-king-sub: AUCTIONEER, LAND AND FINANCE AGENT, bbox=[897, 1396, 1073, 1406]
knight-address: (Over Teed's, Chemist.) bbox=[742, 996, 833, 1006]
column-2 bbox=[282, 38, 422, 2005]
leather-heading: LEATHER WORK. bbox=[591, 940, 692, 955]
success-text: WHAT IS THE CAUSE OF OUR SUCCESS? Our going round the country running other concerns down, because we never do so, neither shall we start that game. We have proved to the satisfaction of hundreds of steam suppliers because we give them good returns. bbox=[720, 1269, 855, 1359]
col5-header: LAND FOR SALE. bbox=[738, 41, 837, 52]
hostel-text: The action of the citizens of Stratford in launching a movement for the erection of a hostel on the east side of Mt. Egmont, was discussed at yesterday's meeting of the Egmont National Park Board. Mr. A. B. Richards, representative of the Stratford Borough Council, complained that the east side of the mountain had been sadly neglected, and they had only just got a promise to have Pembroke Road metalled. The Stratford side had suffered badly through having no one to throw in its lot, and some candidate had deliberately cut out the canvas from the bunks and broken up the furniture, but until they had a caretaker, very little could be done. bbox=[282, 951, 417, 1178]
fitzgerald-role: CHEMIST & PRESCRIPTION SPECIALIST, bbox=[439, 1119, 552, 1138]
laybourne-address bbox=[6, 1282, 271, 1291]
lamp-ad bbox=[428, 823, 563, 1009]
sutcliffe-address: 17 VULCAN LANE, bbox=[750, 679, 825, 689]
rate-12-months: 12 months .......... 5 per cent. bbox=[720, 1202, 830, 1212]
pukekohe-text: 1500 ACRES, 1400 in grass, good limestone and pugs country; 400 acres of rich river flats, 100 acres of which is in bush. Carrying 1000 sheep, 400 head of cattle, mostly breeding cows, and 25 horses. Nice bungalow, 5 rooms, and outbuildings. A really good property. Price £16 10s per acre. 25 per cent. cash. bbox=[720, 550, 855, 659]
foster-firm: FOSTER'S BOOT STORE, bbox=[593, 1257, 690, 1281]
splendid-dairy-2: 60 ACRES, between New Plymouth and Waitara, house containing 4 rooms, bathroom and scullery, situated on beach side of the main road. Well subdivided, level and ploughable. Would do 28 to 30 cows well. Practically five from weeds; 1½ miles from factory, school. PRICE £85 PER ACRE, only £1000 cash. Or will sell at a good figure. bbox=[866, 1783, 1104, 1853]
fitzgerald-heading: FITZGERALD'S bbox=[452, 1021, 539, 1036]
winter-item-3: Ladies' Costumes, good navy, indigo dye, from .................. £9 15s bbox=[11, 143, 190, 164]
taranaki-heading: THE TARANAKI INVESTMENT AND DEPOSIT CORPORATION, LIMITED. bbox=[732, 1032, 843, 1090]
foster-town: STRATFORD. bbox=[616, 1283, 667, 1293]
hostel-text-2: Mr. Richards replied that the grant had been made and Stratford had always taken a keen interest in the mountain. The chairman (Mr. G. H. Bullard): Isn't it just a little sudden? Mr. Richards said that with the object of increasing the interest in Mt. Egmont, a Mountain Club was formed in Stratford in 1914. The upper Pembroke Road leading to the mountain house was very bad, but the club succeeded in getting about 50 chains metalled at a cost of £600. bbox=[282, 1179, 417, 1338]
riddle-address: BROADWAY ........................ STRATFORD. bbox=[588, 726, 695, 745]
nolan-row bbox=[866, 1996, 1104, 2005]
te-aroha-price: PRICE £26 per acre; CASH: £1000, balance 5 years at 5½ per cent. bbox=[866, 1541, 1104, 1562]
farmers-coop-name: THE FARMERS' CO-OP. AUCTIONEERING bbox=[6, 525, 263, 541]
quick-sale-heading: FOR QUICK SALE. bbox=[734, 706, 841, 718]
domain-heading: DOMAIN BOARD. bbox=[299, 307, 400, 319]
farmers-street: VICTORIA STREET bbox=[6, 553, 80, 563]
land-2: 208 ACRES freehold, all level and ploughable, and all in grass except 15½ acres of swedes and mangolds; well watered and subdivided; house of 5 rooms and outbuildings; good cowshed with concrete floor and yards; milking machines installed; within easy distance of town by good metalled road, factory 1 mile, school 2 miles; will carry 70 cows and other stock. Price, including machines, only £31 per acre with £2000 cash, balance can remain for 5 years at 6 per cent. bbox=[866, 567, 1104, 656]
boon-text: Estimates given for all descriptions of building work in town or country. Dairy factory work a specialty. Telephone 101. bbox=[574, 882, 709, 932]
dont-forget-ad bbox=[574, 417, 709, 568]
dairy-list-ad bbox=[6, 576, 271, 772]
council-heading: BOROUGH COUNCIL MEETING. bbox=[289, 91, 410, 114]
dont-forget-heading: DON'T FORGET! bbox=[594, 424, 689, 439]
nolan-rep: S. A. DAILEY, LAND REPRESENTATIVE. bbox=[949, 1996, 1104, 2005]
aroha-offer-row bbox=[866, 981, 1104, 999]
taranaki-text: DIRECTORS: Messrs. J. A. Richards (Chairman), W. A. McCutchan, E. Marfell, Alan Good, C. J. Hawken, R. Dingle, S. Macalister. LIBERAL ADVANCES made on mortgage AT LOWEST CURRENT RATES. Purchase of existing Mortgages entertained. DEPOSITS ACCEPTED at following rates:— bbox=[720, 1091, 855, 1191]
pukekohe-heading: PUKEKOHE DISTRICT. bbox=[721, 537, 854, 549]
land-4: 295 ACRES freehold, all in grass, practically all ploughable; well watered and subdivided; house of 10 rooms, all conveniences; good locality; close to factory, school, etc. In present condition would carry about 90 cows, also dry stock. Price only £41 10s per acre with £1500 cash, whole of balance can remain for 5 years at 6 per cent. bbox=[866, 728, 1104, 798]
